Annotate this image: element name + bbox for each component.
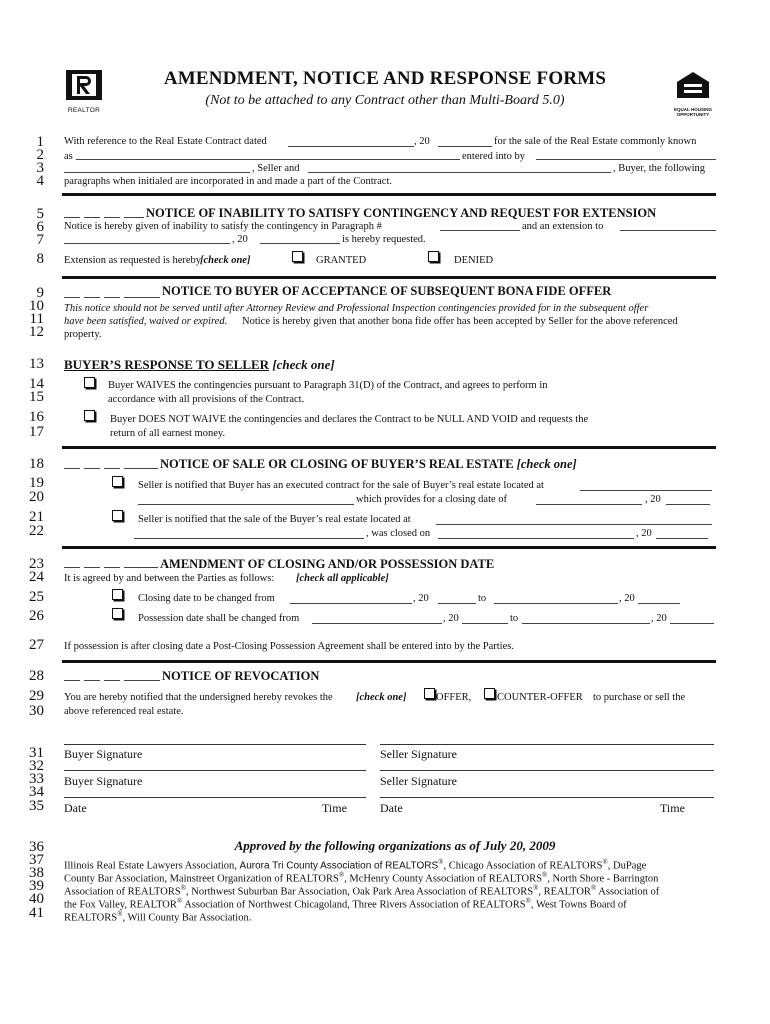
- buyer-real-estate-title: NOTICE OF SALE OR CLOSING OF BUYER’S REAL ESTATE: [160, 457, 514, 471]
- approval-text: , REALTOR: [538, 886, 591, 898]
- section-divider: [62, 193, 716, 196]
- section-text: which provides for a closing date of: [356, 494, 508, 505]
- buyer-signature-label: Buyer Signature: [64, 747, 143, 761]
- fill-in-blank[interactable]: [656, 538, 708, 539]
- check-one-label: [check one]: [272, 357, 335, 372]
- fill-in-blank[interactable]: [124, 217, 144, 218]
- fill-in-blank[interactable]: [438, 603, 476, 604]
- section-heading-closing-date: AMENDMENT OF CLOSING AND/OR POSSESSION DATE: [160, 557, 495, 571]
- intro-text: With reference to the Real Estate Contract dated: [64, 136, 267, 147]
- registered-mark: ®: [525, 897, 531, 905]
- fill-in-blank[interactable]: [620, 230, 716, 231]
- section-text: Buyer WAIVES the contingencies pursuant to Paragraph 31(D) of the Contract, and agrees to perform in: [108, 380, 548, 391]
- section-text: Possession date shall be changed from: [138, 613, 300, 624]
- fill-in-blank[interactable]: [84, 468, 100, 469]
- time-label: Time: [322, 801, 347, 815]
- fill-in-blank[interactable]: [138, 504, 354, 505]
- approval-heading: Approved by the following organizations as of July 20, 2009: [234, 838, 556, 853]
- fill-in-blank[interactable]: [580, 490, 712, 491]
- section-text: return of all earnest money.: [110, 428, 226, 439]
- intro-text: as: [64, 151, 73, 162]
- section-heading-extension: NOTICE OF INABILITY TO SATISFY CONTINGENCY AND REQUEST FOR EXTENSION: [146, 206, 657, 220]
- line-number: 7: [36, 232, 44, 248]
- intro-text: paragraphs when initialed are incorporated in and made a part of the Contract.: [64, 176, 392, 187]
- fill-in-blank[interactable]: [64, 468, 80, 469]
- section-divider: [62, 546, 716, 549]
- section-text: You are hereby notified that the undersigned hereby revokes the: [64, 692, 333, 703]
- fill-in-blank[interactable]: [638, 603, 680, 604]
- line-number: 39: [29, 878, 44, 894]
- section-text: , 20: [413, 593, 429, 604]
- section-text: , 20: [645, 494, 661, 505]
- section-text: Seller is notified that the sale of the Buyer’s real estate located at: [138, 514, 411, 525]
- fill-in-blank[interactable]: [104, 297, 120, 298]
- section-text: Closing date to be changed from: [138, 593, 275, 604]
- approval-text: , Northwest Suburban Bar Association, Oak Park Area Association of REALTORS: [186, 886, 534, 898]
- buyer-signature-label: Buyer Signature: [64, 774, 143, 788]
- fill-in-blank[interactable]: [76, 159, 460, 160]
- seller-signature-line[interactable]: [380, 770, 714, 771]
- denied-label: DENIED: [454, 255, 494, 266]
- fill-in-blank[interactable]: [104, 468, 120, 469]
- fill-in-blank[interactable]: [64, 297, 80, 298]
- equal-housing-logo: [673, 70, 713, 116]
- approval-text: , DuPage: [607, 860, 647, 872]
- intro-text: , Buyer, the following: [613, 163, 706, 174]
- section-text: to purchase or sell the: [593, 692, 686, 703]
- date-label: Date: [380, 801, 403, 815]
- line-number: 40: [29, 891, 44, 907]
- line-number: 6: [36, 219, 44, 235]
- fill-in-blank[interactable]: [124, 297, 160, 298]
- line-number: 2: [36, 147, 44, 163]
- section-text: It is agreed by and between the Parties as follows:: [64, 573, 275, 584]
- granted-label: GRANTED: [316, 255, 367, 266]
- fill-in-blank[interactable]: [436, 524, 712, 525]
- line-number: 41: [29, 905, 44, 921]
- realtor-logo-text: REALTOR: [67, 107, 101, 114]
- fill-in-blank[interactable]: [84, 297, 100, 298]
- section-text: to: [510, 613, 519, 624]
- section-text: , 20: [232, 234, 248, 245]
- line-number: 29: [29, 688, 44, 704]
- fill-in-blank[interactable]: [312, 623, 442, 624]
- section-divider: [62, 446, 716, 449]
- fill-in-blank[interactable]: [124, 680, 160, 681]
- page-title: AMENDMENT, NOTICE AND RESPONSE FORMS: [163, 68, 607, 89]
- registered-mark: ®: [117, 910, 123, 918]
- counter-offer-checkbox[interactable]: [484, 688, 495, 699]
- section-text: Notice is hereby given that another bona fide offer has been accepted by Seller for the above referenced: [242, 316, 678, 327]
- section-text: Extension as requested is hereby: [64, 255, 202, 266]
- registered-mark: ®: [176, 897, 183, 905]
- time-label: Time: [660, 801, 685, 815]
- date-line[interactable]: [64, 797, 366, 798]
- section-text: , 20: [651, 613, 667, 624]
- section-heading-bona-fide: NOTICE TO BUYER OF ACCEPTANCE OF SUBSEQUENT BONA FIDE OFFER: [162, 284, 612, 298]
- line-number: 11: [29, 311, 44, 327]
- approval-text: , McHenry County Association of REALTORS: [344, 873, 542, 885]
- line-number: 13: [29, 356, 44, 372]
- fill-in-blank[interactable]: [104, 680, 120, 681]
- possession-date-checkbox[interactable]: [112, 608, 123, 619]
- line-number: 12: [29, 324, 44, 340]
- fill-in-blank[interactable]: [440, 230, 520, 231]
- section-text: is hereby requested.: [342, 234, 426, 245]
- seller-notified-contract-checkbox[interactable]: [112, 476, 123, 487]
- granted-checkbox[interactable]: [292, 251, 303, 262]
- line-number: 9: [36, 285, 44, 301]
- fill-in-blank[interactable]: [308, 172, 611, 173]
- intro-text: , 20: [414, 136, 430, 147]
- section-text: Seller is notified that Buyer has an executed contract for the sale of Buyer’s real estate located at: [138, 480, 544, 491]
- line-number: 38: [29, 865, 44, 881]
- fill-in-blank[interactable]: [64, 243, 230, 244]
- approval-text: , North Shore - Barrington: [547, 873, 659, 885]
- line-number: 5: [36, 206, 44, 222]
- fill-in-blank[interactable]: [666, 504, 710, 505]
- line-number: 34: [29, 784, 44, 800]
- fill-in-blank[interactable]: [260, 243, 340, 244]
- line-number: 18: [29, 456, 44, 472]
- offer-label: OFFER,: [436, 692, 472, 703]
- buyer-not-waive-checkbox[interactable]: [84, 410, 95, 421]
- closing-date-checkbox[interactable]: [112, 589, 123, 600]
- approval-text: , West Towns Board of: [530, 899, 627, 911]
- fill-in-blank[interactable]: [64, 680, 80, 681]
- section-text: , was closed on: [366, 528, 431, 539]
- counter-offer-label: COUNTER-OFFER: [497, 692, 583, 703]
- section-text: Notice is hereby given of inability to satisfy the contingency in Paragraph #: [64, 221, 382, 232]
- approval-text: REALTORS: [64, 912, 118, 924]
- equal-housing-text-2: OPPORTUNITY: [676, 112, 710, 117]
- registered-mark: ®: [602, 858, 608, 866]
- fill-in-blank[interactable]: [84, 567, 100, 568]
- line-number: 4: [36, 173, 44, 189]
- fill-in-blank[interactable]: [536, 504, 642, 505]
- section-text: have been satisfied, waived or expired.: [64, 316, 228, 327]
- fill-in-blank[interactable]: [494, 603, 618, 604]
- fill-in-blank[interactable]: [64, 217, 80, 218]
- fill-in-blank[interactable]: [462, 623, 508, 624]
- section-text: This notice should not be served until after Attorney Review and Professional Inspection contingencies provided for in the subsequent offer: [64, 303, 649, 314]
- approval-text: , Will County Bar Association.: [122, 912, 252, 924]
- section-heading-buyer-response: [64, 357, 335, 372]
- fill-in-blank[interactable]: [104, 567, 120, 568]
- seller-signature-label: Seller Signature: [380, 747, 457, 761]
- registered-mark: ®: [590, 884, 597, 892]
- fill-in-blank[interactable]: [124, 468, 158, 469]
- intro-text: , Seller and: [252, 163, 300, 174]
- approval-text: Association of REALTORS: [64, 886, 181, 898]
- fill-in-blank[interactable]: [288, 146, 414, 147]
- section-divider: [62, 660, 716, 663]
- section-text: accordance with all provisions of the Contract.: [108, 394, 305, 405]
- approval-text: Aurora Tri County Association of REALTORS: [239, 860, 439, 872]
- check-all-label: [check all applicable]: [296, 573, 389, 584]
- page-subtitle: (Not to be attached to any Contract other than Multi-Board 5.0): [205, 93, 565, 108]
- line-number: 8: [36, 251, 44, 267]
- section-divider: [62, 276, 716, 279]
- registered-mark: ®: [541, 871, 548, 879]
- line-number: 14: [29, 376, 44, 392]
- fill-in-blank[interactable]: [84, 680, 100, 681]
- fill-in-blank[interactable]: [522, 623, 650, 624]
- approval-text: Association of Northwest Chicagoland, Three Rivers Association of REALTORS: [182, 899, 526, 911]
- section-text: and an extension to: [522, 221, 604, 232]
- line-number: 27: [29, 637, 44, 653]
- line-number: 23: [29, 556, 44, 572]
- section-text: to: [478, 593, 487, 604]
- line-number: 20: [29, 489, 44, 505]
- line-number: 33: [29, 771, 44, 787]
- line-number: 24: [29, 569, 44, 585]
- date-label: Date: [64, 801, 87, 815]
- approval-text: , Chicago Association of REALTORS: [443, 860, 603, 872]
- denied-checkbox[interactable]: [428, 251, 439, 262]
- line-number: 32: [29, 758, 44, 774]
- line-number: 10: [29, 298, 44, 314]
- line-number: 25: [29, 589, 44, 605]
- approval-text: the Fox Valley, REALTOR: [64, 899, 177, 911]
- approval-line: [64, 908, 251, 925]
- fill-in-blank[interactable]: [290, 603, 412, 604]
- seller-signature-line[interactable]: [380, 744, 714, 745]
- buyer-signature-line[interactable]: [64, 744, 366, 745]
- fill-in-blank[interactable]: [438, 538, 634, 539]
- fill-in-blank[interactable]: [124, 567, 158, 568]
- check-one-label: [check one]: [356, 692, 407, 703]
- section-text: Buyer DOES NOT WAIVE the contingencies and declares the Contract to be NULL AND VOID and requests the: [110, 414, 589, 425]
- fill-in-blank[interactable]: [104, 217, 120, 218]
- section-text: , 20: [443, 613, 459, 624]
- line-number: 21: [29, 509, 44, 525]
- line-number: 22: [29, 523, 44, 539]
- section-text: property.: [64, 329, 102, 340]
- offer-checkbox[interactable]: [424, 688, 435, 699]
- buyer-signature-line[interactable]: [64, 770, 366, 771]
- line-number: 36: [29, 839, 44, 855]
- check-one-label: [check one]: [200, 255, 251, 266]
- intro-text: entered into by: [462, 151, 525, 162]
- registered-mark: ®: [533, 884, 539, 892]
- section-text: , 20: [619, 593, 635, 604]
- approval-text: Association of: [596, 886, 660, 898]
- line-number: 26: [29, 608, 44, 624]
- seller-notified-closed-checkbox[interactable]: [112, 510, 123, 521]
- approval-text: County Bar Association, Mainstreet Organization of REALTORS: [64, 873, 339, 885]
- check-one-label: [check one]: [516, 457, 577, 471]
- date-line[interactable]: [380, 797, 714, 798]
- section-heading-buyer-real-estate: [160, 457, 577, 472]
- buyer-waives-checkbox[interactable]: [84, 377, 95, 388]
- intro-text: for the sale of the Real Estate commonly known: [494, 136, 697, 147]
- approval-text: Illinois Real Estate Lawyers Association,: [64, 860, 237, 872]
- seller-signature-label: Seller Signature: [380, 774, 457, 788]
- line-number: 19: [29, 475, 44, 491]
- fill-in-blank[interactable]: [438, 146, 492, 147]
- line-number: 30: [29, 703, 44, 719]
- fill-in-blank[interactable]: [670, 623, 714, 624]
- line-number: 3: [36, 160, 44, 176]
- registered-mark: ®: [438, 858, 444, 866]
- line-number: 17: [29, 424, 44, 440]
- fill-in-blank[interactable]: [134, 538, 364, 539]
- section-text: , 20: [636, 528, 652, 539]
- line-number: 37: [29, 852, 44, 868]
- line-number: 31: [29, 745, 44, 761]
- fill-in-blank[interactable]: [64, 567, 80, 568]
- line-number: 16: [29, 409, 44, 425]
- line-number: 28: [29, 668, 44, 684]
- fill-in-blank[interactable]: [84, 217, 100, 218]
- equal-housing-text-1: EQUAL HOUSING: [674, 107, 712, 112]
- line-number: 1: [36, 134, 44, 150]
- line-number: 35: [29, 798, 44, 814]
- buyer-response-title: BUYER’S RESPONSE TO SELLER: [64, 357, 270, 372]
- registered-mark: ®: [338, 871, 345, 879]
- section-text: If possession is after closing date a Post-Closing Possession Agreement shall be entered into by the Parties.: [64, 641, 514, 652]
- section-text: above referenced real estate.: [64, 706, 184, 717]
- registered-mark: ®: [180, 884, 187, 892]
- section-heading-revocation: NOTICE OF REVOCATION: [162, 669, 320, 683]
- fill-in-blank[interactable]: [536, 159, 716, 160]
- fill-in-blank[interactable]: [64, 172, 250, 173]
- line-number: 15: [29, 389, 44, 405]
